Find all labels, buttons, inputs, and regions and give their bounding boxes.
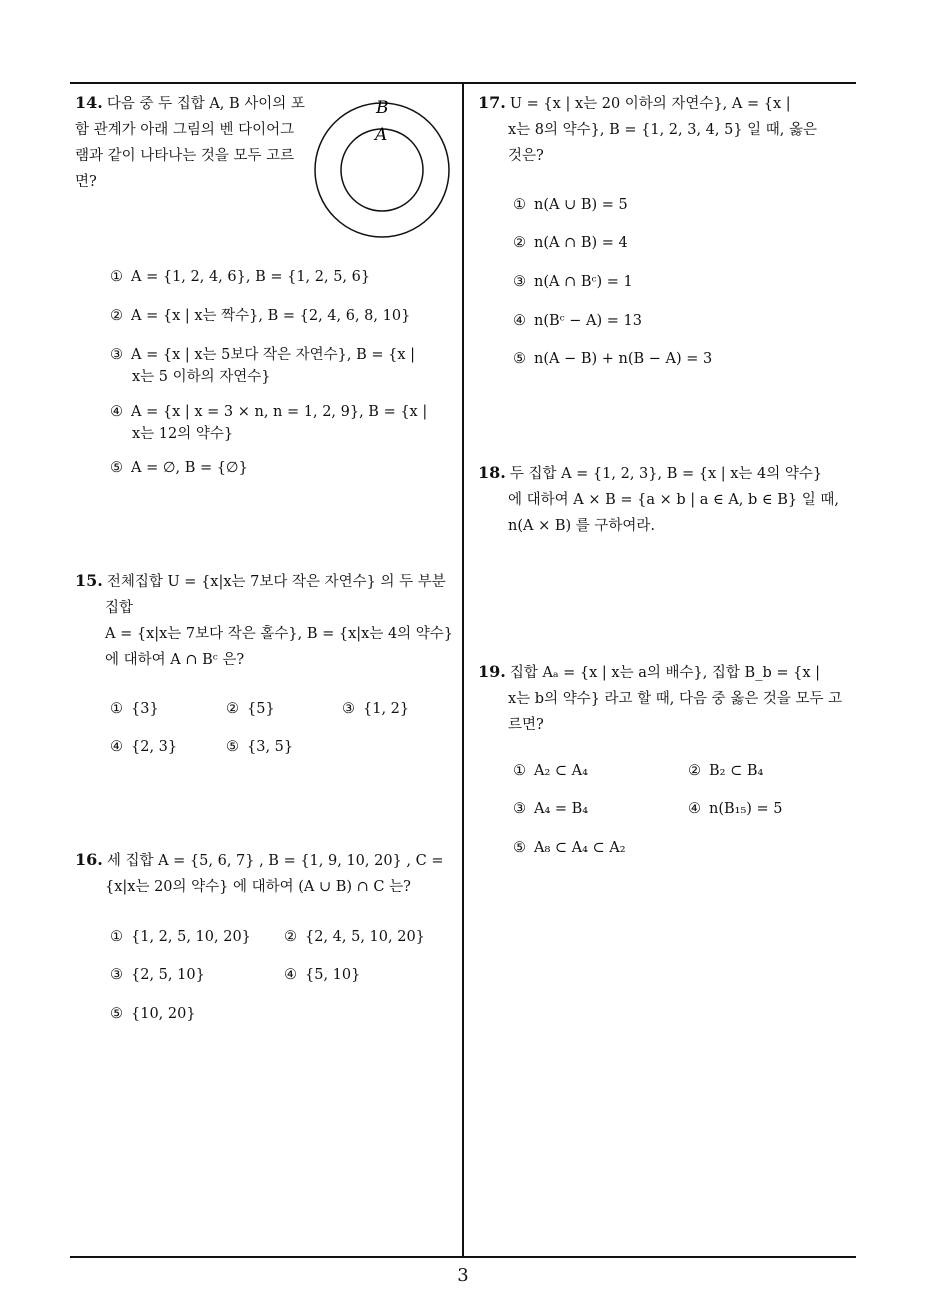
question-16: 16. 세 집합 A = {5, 6, 7} , B = {1, 9, 10, 20} , C = {x|x는 20의 약수} 에 대하여 (A ∪ B) ∩ C 는? (75, 850, 444, 895)
question-17: 17. U = {x | x는 20 이하의 자연수}, A = {x | x는 8의 약수}, B = {1, 2, 3, 4, 5} 일 때, 옳은 것은? (478, 93, 818, 164)
venn-outer-circle (315, 103, 449, 237)
question-number: 18. (478, 463, 506, 482)
q17-option-1[interactable]: ① n(A ∪ B) = 5 (513, 197, 628, 213)
q14-option-4[interactable]: ④ A = {x | x = 3 × n, n = 1, 2, 9}, B = {x | x는 12의 약수} (110, 404, 428, 442)
q14-option-3[interactable]: ③ A = {x | x는 5보다 작은 자연수}, B = {x | x는 5 이하의 자연수} (110, 347, 415, 385)
q17-option-4[interactable]: ④ n(Bᶜ − A) = 13 (513, 313, 642, 329)
question-18: 18. 두 집합 A = {1, 2, 3}, B = {x | x는 4의 약수} 에 대하여 A × B = {a × b | a ∈ A, b ∈ B} 일 때, n(A × B) 를 구하여라. (478, 463, 839, 534)
question-text: 다음 중 두 집합 A, B 사이의 포함 관계가 아래 그림의 벤 다이어그램과 같이 나타나는 것을 모두 고르면? (75, 96, 305, 190)
q14-option-2[interactable]: ② A = {x | x는 짝수}, B = {2, 4, 6, 8, 10} (110, 308, 411, 324)
page-number: 3 (457, 1265, 469, 1286)
q15-option-1[interactable]: ① {3} (110, 701, 159, 717)
q19-option-3[interactable]: ③ A₄ = B₄ (513, 801, 589, 817)
q16-option-5[interactable]: ⑤ {10, 20} (110, 1006, 196, 1022)
q19-option-4[interactable]: ④ n(B₁₅) = 5 (688, 801, 783, 817)
q14-option-1[interactable]: ① A = {1, 2, 4, 6}, B = {1, 2, 5, 6} (110, 269, 371, 285)
q15-option-5[interactable]: ⑤ {3, 5} (226, 739, 294, 755)
q16-option-1[interactable]: ① {1, 2, 5, 10, 20} (110, 929, 251, 945)
q15-option-3[interactable]: ③ {1, 2} (342, 701, 410, 717)
question-number: 17. (478, 93, 506, 112)
venn-label-b: B (376, 98, 389, 118)
venn-label-a: A (375, 125, 388, 145)
q15-option-2[interactable]: ② {5} (226, 701, 275, 717)
q19-option-2[interactable]: ② B₂ ⊂ B₄ (688, 763, 764, 779)
bottom-rule (70, 1256, 856, 1258)
question-14 (75, 90, 307, 195)
question-number: 16. (75, 850, 103, 869)
q14-option-5[interactable]: ⑤ A = ∅, B = {∅} (110, 460, 248, 476)
q17-option-2[interactable]: ② n(A ∩ B) = 4 (513, 235, 628, 251)
question-number: 14. (75, 93, 103, 112)
question-number: 19. (478, 662, 506, 681)
q16-option-3[interactable]: ③ {2, 5, 10} (110, 967, 205, 983)
q16-option-2[interactable]: ② {2, 4, 5, 10, 20} (284, 929, 425, 945)
q17-option-5[interactable]: ⑤ n(A − B) + n(B − A) = 3 (513, 351, 713, 367)
question-15: 15. 전체집합 U = {x|x는 7보다 작은 자연수} 의 두 부분 집합 A = {x|x는 7보다 작은 홀수}, B = {x|x는 4의 약수} 에 대하여 A ∩ Bᶜ 은? (75, 571, 454, 668)
venn-diagram (312, 90, 462, 240)
question-number: 15. (75, 571, 103, 590)
q16-option-4[interactable]: ④ {5, 10} (284, 967, 361, 983)
column-divider (462, 82, 464, 1257)
q19-option-1[interactable]: ① A₂ ⊂ A₄ (513, 763, 588, 779)
q19-option-5[interactable]: ⑤ A₈ ⊂ A₄ ⊂ A₂ (513, 840, 626, 856)
q17-option-3[interactable]: ③ n(A ∩ Bᶜ) = 1 (513, 274, 633, 290)
q15-option-4[interactable]: ④ {2, 3} (110, 739, 178, 755)
question-19: 19. 집합 Aₐ = {x | x는 a의 배수}, 집합 B_b = {x | x는 b의 약수} 라고 할 때, 다음 중 옳은 것을 모두 고 르면? (478, 662, 843, 733)
